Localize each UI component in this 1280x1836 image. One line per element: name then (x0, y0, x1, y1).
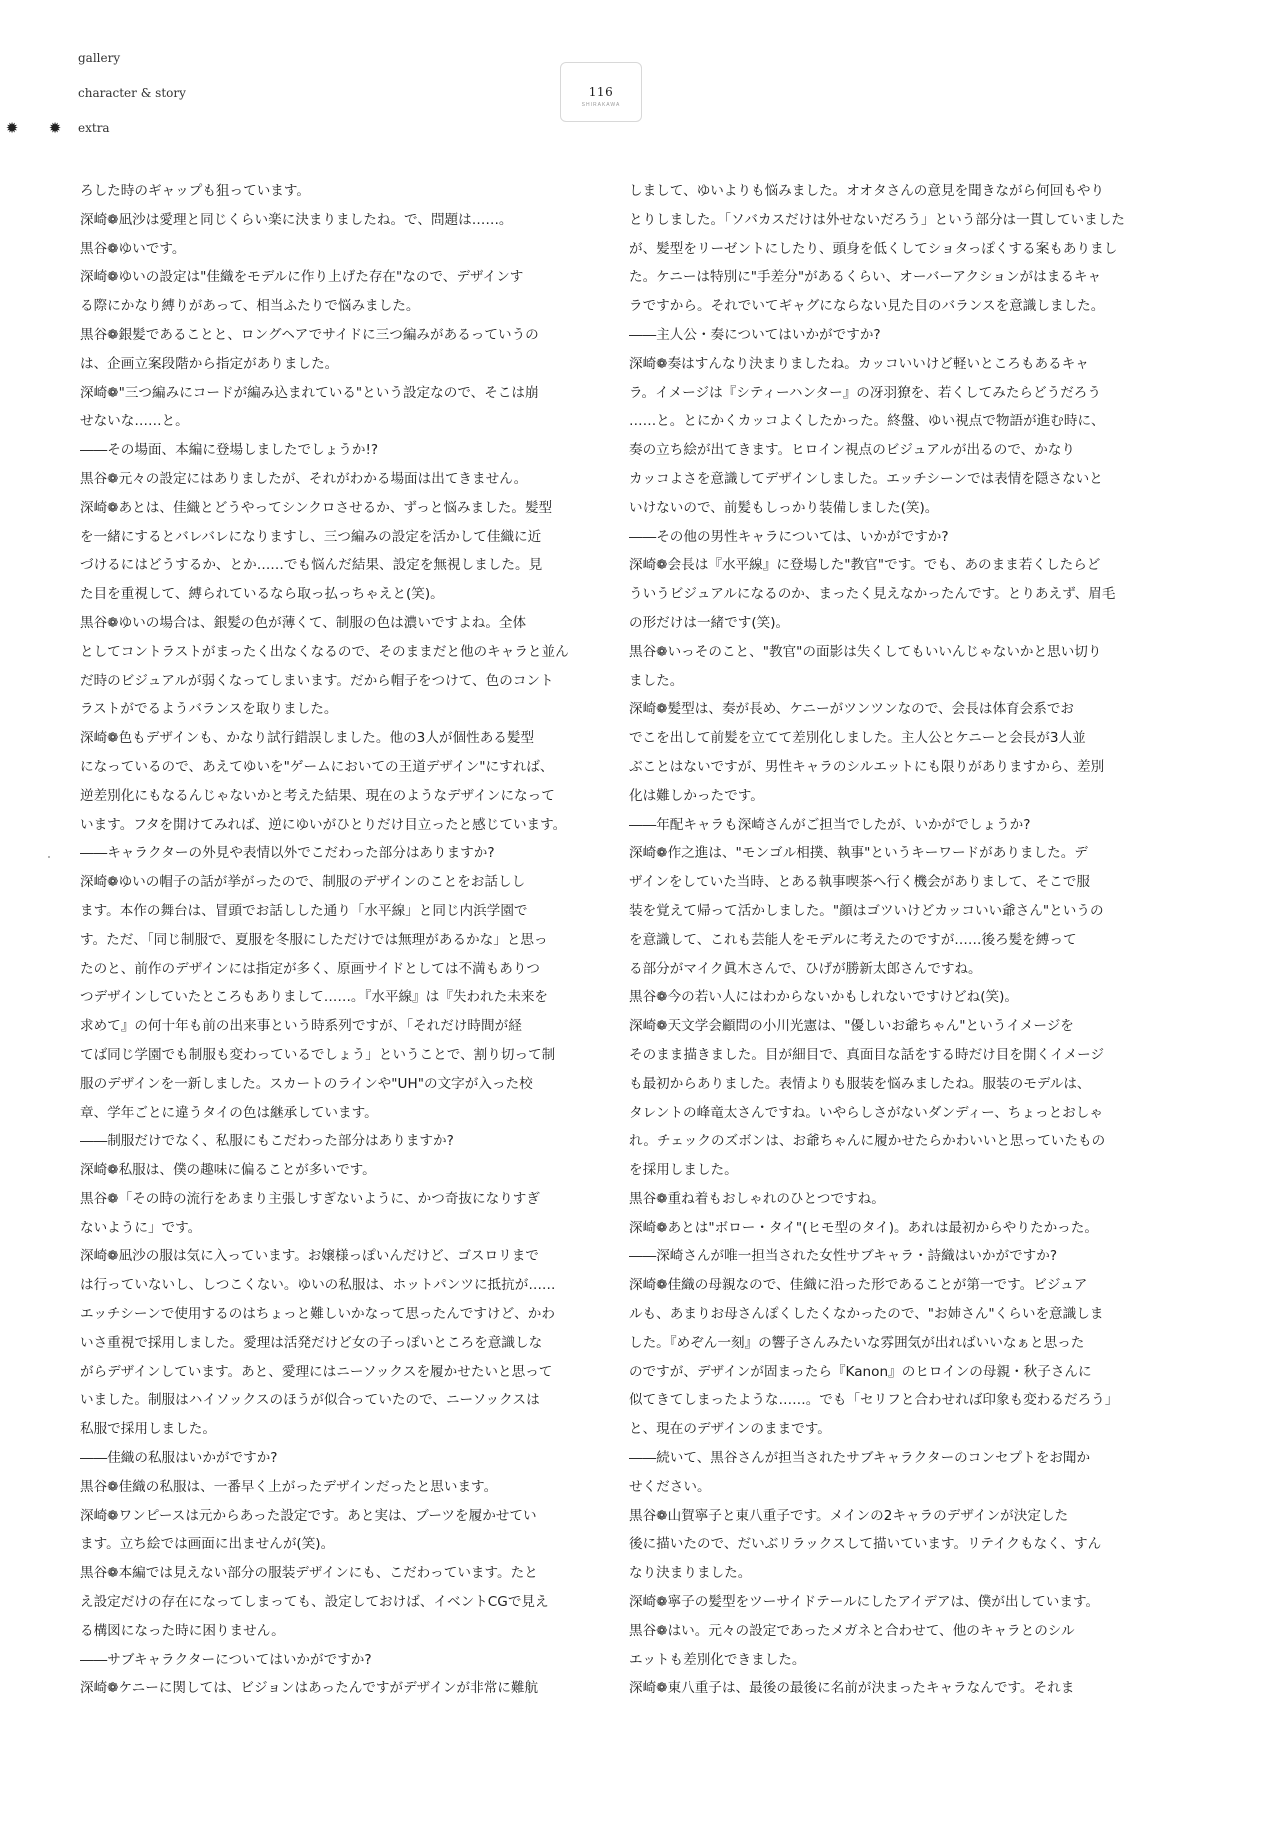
text-line: づけるにはどうするか、とか……でも悩んだ結果、設定を無視しました。見 (80, 557, 543, 574)
text-line: のですが、デザインが固まったら『Kanon』のヒロインの母親・秋子さんに (629, 1363, 1092, 1380)
text-line: 深崎❁寧子の髪型をツーサイドテールにしたアイデアは、僕が出しています。 (629, 1594, 1100, 1611)
text-line: 奏の立ち絵が出てきます。ヒロイン視点のビジュアルが出るので、かなり (629, 442, 1076, 459)
text-line: 深崎❁あとは"ボロー・タイ"(ヒモ型のタイ)。あれは最初からやりたかった。 (629, 1219, 1098, 1236)
text-line: 深崎❁あとは、佳織とどうやってシンクロさせるか、ずっと悩みました。髪型 (80, 499, 553, 516)
text-line: てば同じ学園でも制服も変わっているでしょう」ということで、割り切って制 (80, 1046, 556, 1063)
text-line: 深崎❁作之進は、"モンゴル相撲、執事"というキーワードがありました。デ (629, 845, 1088, 862)
text-line: 似てきてしまったような……。でも「セリフと合わせれば印象も変わるだろう」 (629, 1392, 1119, 1409)
scan-speck (48, 856, 50, 858)
text-line: 黒谷❁ゆいです。 (80, 240, 186, 257)
text-line: と、現在のデザインのままです。 (629, 1421, 831, 1438)
text-line: 黒谷❁今の若い人にはわからないかもしれないですけどね(笑)。 (629, 989, 1019, 1006)
text-line: でこを出して前髪を立てて差別化しました。主人公とケニーと会長が3人並 (629, 730, 1086, 747)
text-line: いけないので、前髪もしっかり装備しました(笑)。 (629, 499, 939, 516)
text-line: そのまま描きました。目が細目で、真面目な話をする時だけ目を開くイメージ (629, 1046, 1105, 1063)
text-line: れ。チェックのズボンは、お爺ちゃんに履かせたらかわいいと思っていたもの (629, 1133, 1106, 1150)
text-line: カッコよさを意識してデザインしました。エッチシーンでは表情を隠さないと (629, 470, 1103, 487)
text-line: 黒谷❁銀髪であることと、ロングヘアでサイドに三つ編みがあるっていうの (80, 326, 539, 343)
text-line: いました。制服はハイソックスのほうが似合っていたので、ニーソックスは (80, 1392, 540, 1409)
text-line: ――制服だけでなく、私服にもこだわった部分はありますか? (80, 1133, 454, 1150)
text-line: いさ重視で採用しました。愛理は活発だけど女の子っぽいところを意識しな (80, 1334, 543, 1351)
text-line: も最初からありました。表情よりも服装を悩みましたね。服装のモデルは、 (629, 1075, 1091, 1092)
text-line: だ時のビジュアルが弱くなってしまいます。だから帽子をつけて、色のコント (80, 672, 554, 689)
page-number-badge (560, 62, 642, 122)
nav-item-extra[interactable] (5, 119, 110, 137)
text-line: る構図になった時に困りません。 (80, 1622, 285, 1639)
text-line: 深崎❁ゆいの設定は"佳織をモデルに作り上げた存在"なので、デザインす (80, 269, 524, 286)
text-line: エッチシーンで使用するのはちょっと難しいかなって思ったんですけど、かわ (80, 1306, 555, 1323)
text-line: ――キャラクターの外見や表情以外でこだわった部分はありますか? (80, 845, 495, 862)
text-line: せください。 (629, 1478, 711, 1495)
text-line: 服のデザインを一新しました。スカートのラインや"UH"の文字が入った校 (80, 1075, 533, 1092)
text-line: 黒谷❁山賀寧子と東八重子です。メインの2キャラのデザインが決定した (629, 1507, 1069, 1524)
text-line: ラですから。それでいてギャグにならない見た目のバランスを意識しました。 (629, 298, 1105, 315)
text-line: としてコントラストがまったく出なくなるので、そのままだと他のキャラと並ん (80, 643, 569, 660)
text-line: がらデザインしています。あと、愛理にはニーソックスを履かせたいと思って (80, 1363, 553, 1380)
text-line: した。『めぞん一刻』の響子さんみたいな雰囲気が出ればいいなぁと思った (629, 1334, 1085, 1351)
gear-icon: ✹ (48, 119, 62, 137)
text-line: になっているので、あえてゆいを"ゲームにおいての王道デザイン"にすれば、 (80, 758, 554, 775)
text-line: ういうビジュアルになるのか、まったく見えなかったんです。とりあえず、眉毛 (629, 586, 1116, 603)
text-line: 装を覚えて帰って活かしました。"顔はゴツいけどカッコいい爺さん"というの (629, 902, 1104, 919)
text-line: ラ。イメージは『シティーハンター』の冴羽獠を、若くしてみたらどうだろう (629, 384, 1101, 401)
text-line: 深崎❁私服は、僕の趣味に偏ることが多いです。 (80, 1162, 376, 1179)
text-line: す。ただ、「同じ制服で、夏服を冬服にしただけでは無理があるかな」と思っ (80, 931, 548, 948)
text-line: の形だけは一緒です(笑)。 (629, 614, 790, 631)
text-line: 深崎❁髪型は、奏が長め、ケニーがツンツンなので、会長は体育会系でお (629, 701, 1075, 718)
text-line: タレントの峰竜太さんですね。いやらしさがないダンディー、ちょっとおしゃ (629, 1104, 1103, 1121)
text-line: ろした時のギャップも狙っています。 (80, 183, 311, 199)
text-line: ――深崎さんが唯一担当された女性サブキャラ・詩織はいかがですか? (629, 1248, 1058, 1265)
text-line: ――その場面、本編に登場しましたでしょうか!? (80, 442, 379, 459)
text-line: エットも差別化できました。 (629, 1651, 806, 1668)
text-line: とりしました。「ソバカスだけは外せないだろう」という部分は一貫していました (629, 211, 1125, 228)
text-line: 黒谷❁はい。元々の設定であったメガネと合わせて、他のキャラとのシル (629, 1622, 1075, 1639)
text-line: 逆差別化にもなるんじゃないかと考えた結果、現在のようなデザインになって (80, 787, 555, 804)
text-line: 深崎❁奏はすんなり決まりましたね。カッコいいけど軽いところもあるキャ (629, 355, 1089, 372)
text-line: 深崎❁"三つ編みにコードが編み込まれている"という設定なので、そこは崩 (80, 384, 539, 401)
text-line: しまして、ゆいよりも悩みました。オオタさんの意見を聞きながら何回もやり (629, 183, 1105, 199)
text-line: 黒谷❁佳織の私服は、一番早く上がったデザインだったと思います。 (80, 1478, 498, 1495)
text-line: を意識して、これも芸能人をモデルに考えたのですが……後ろ髪を縛って (629, 931, 1077, 948)
text-line: ――主人公・奏についてはいかがですか? (629, 326, 881, 343)
text-line: を採用しました。 (629, 1162, 738, 1179)
text-line: 深崎❁凪沙の服は気に入っています。お嬢様っぽいんだけど、ゴスロリまで (80, 1248, 539, 1265)
nav-item-character-story[interactable]: character & story (78, 86, 186, 100)
text-line: 深崎❁天文学会顧問の小川光憲は、"優しいお爺ちゃん"というイメージを (629, 1018, 1074, 1035)
text-line: つデザインしていたところもありまして……。『水平線』は『失われた未来を (80, 989, 549, 1006)
text-line: 黒谷❁重ね着もおしゃれのひとつですね。 (629, 1190, 885, 1207)
text-line: 黒谷❁本編では見えない部分の服装デザインにも、こだわっています。たと (80, 1565, 538, 1582)
gear-icon: ✹ (5, 119, 19, 137)
text-line: 深崎❁色もデザインも、かなり試行錯誤しました。他の3人が個性ある髪型 (80, 730, 535, 747)
text-column-left (80, 177, 590, 1703)
text-line: います。フタを開けてみれば、逆にゆいがひとりだけ目立ったと感じています。 (80, 816, 567, 833)
text-line: ……と。とにかくカッコよくしたかった。終盤、ゆい視点で物語が進む時に、 (629, 413, 1105, 430)
text-line: なり決まりました。 (629, 1565, 752, 1582)
text-line: ます。立ち絵では画面に出ませんが(笑)。 (80, 1536, 335, 1553)
text-line: る部分がマイク眞木さんで、ひげが勝新太郎さんですね。 (629, 960, 982, 977)
text-line: 深崎❁佳織の母親なので、佳織に沿った形であることが第一です。ビジュア (629, 1277, 1088, 1294)
text-line: 章、学年ごとに違うタイの色は継承しています。 (80, 1104, 378, 1121)
text-line: ないように」です。 (80, 1219, 202, 1236)
text-line: ――続いて、黒谷さんが担当されたサブキャラクターのコンセプトをお聞か (629, 1450, 1091, 1467)
text-line: 化は難しかったです。 (629, 787, 764, 804)
text-line: 深崎❁東八重子は、最後の最後に名前が決まったキャラなんです。それま (629, 1680, 1075, 1697)
text-line: た。ケニーは特別に"手差分"があるくらい、オーバーアクションがはまるキャ (629, 269, 1102, 286)
text-line: は行っていないし、しつこくない。ゆいの私服は、ホットパンツに抵抗が…… (80, 1277, 556, 1294)
text-line: ます。本作の舞台は、冒頭でお話しした通り「水平線」と同じ内浜学園で (80, 902, 528, 919)
text-line: は、企画立案段階から指定がありました。 (80, 355, 339, 372)
text-line: 黒谷❁「その時の流行をあまり主張しすぎないように、かつ奇抜になりすぎ (80, 1190, 540, 1207)
text-line: ――佳織の私服はいかがですか? (80, 1450, 278, 1467)
text-line: 深崎❁会長は『水平線』に登場した"教官"です。でも、あのまま若くしたらど (629, 557, 1101, 574)
text-line: 深崎❁ワンピースは元からあった設定です。あと実は、ブーツを履かせてい (80, 1507, 537, 1524)
text-line: 求めて』の何十年も前の出来事という時系列ですが、「それだけ時間が経 (80, 1018, 522, 1035)
nav-item-extra-label: extra (78, 121, 110, 135)
text-line: 黒谷❁ゆいの場合は、銀髪の色が薄くて、制服の色は濃いですよね。全体 (80, 614, 527, 631)
text-line: ――年配キャラも深崎さんがご担当でしたが、いかがでしょうか? (629, 816, 1031, 833)
nav-item-gallery[interactable]: gallery (78, 51, 121, 65)
text-line: る際にかなり縛りがあって、相当ふたりで悩みました。 (80, 298, 420, 315)
text-line: が、髪型をリーゼントにしたり、頭身を低くしてショタっぽくする案もありまし (629, 240, 1118, 257)
text-line: ました。 (629, 672, 684, 689)
page-number: 116 (588, 85, 614, 99)
page-number-sublabel: SHIRAKAWA (581, 102, 621, 108)
text-line: ラストがでるようバランスを取りました。 (80, 701, 338, 718)
text-line: ザインをしていた当時、とある執事喫茶へ行く機会がありまして、そこで服 (629, 874, 1090, 891)
text-line: 深崎❁凪沙は愛理と同じくらい楽に決まりましたね。で、問題は……。 (80, 211, 513, 228)
text-line: ぶことはないですが、男性キャラのシルエットにも限りがありますから、差別 (629, 758, 1105, 775)
text-line: 深崎❁ケニーに関しては、ビジョンはあったんですがデザインが非常に難航 (80, 1680, 539, 1697)
text-line: 後に描いたので、だいぶリラックスして描いています。リテイクもなく、すん (629, 1536, 1102, 1553)
text-line: を一緒にするとバレバレになりますし、三つ編みの設定を活かして佳織に近 (80, 528, 542, 545)
text-column-right (629, 177, 1139, 1703)
text-line: 黒谷❁いっそのこと、"教官"の面影は失くしてもいいんじゃないかと思い切り (629, 643, 1102, 660)
text-line: せないな……と。 (80, 413, 189, 430)
text-line: 黒谷❁元々の設定にはありましたが、それがわかる場面は出てきません。 (80, 470, 528, 487)
text-line: ルも、あまりお母さんぽくしたくなかったので、"お姉さん"くらいを意識しま (629, 1306, 1104, 1323)
text-line: 私服で採用しました。 (80, 1421, 216, 1438)
text-line: え設定だけの存在になってしまっても、設定しておけば、イベントCGで見え (80, 1594, 549, 1611)
text-line: ――サブキャラクターについてはいかがですか? (80, 1651, 372, 1668)
text-line: た目を重視して、縛られているなら取っ払っちゃえと(笑)。 (80, 586, 444, 603)
text-line: 深崎❁ゆいの帽子の話が挙がったので、制服のデザインのことをお話しし (80, 874, 526, 891)
text-line: ――その他の男性キャラについては、いかがですか? (629, 528, 949, 545)
text-line: たのと、前作のデザインには指定が多く、原画サイドとしては不満もありつ (80, 960, 541, 977)
